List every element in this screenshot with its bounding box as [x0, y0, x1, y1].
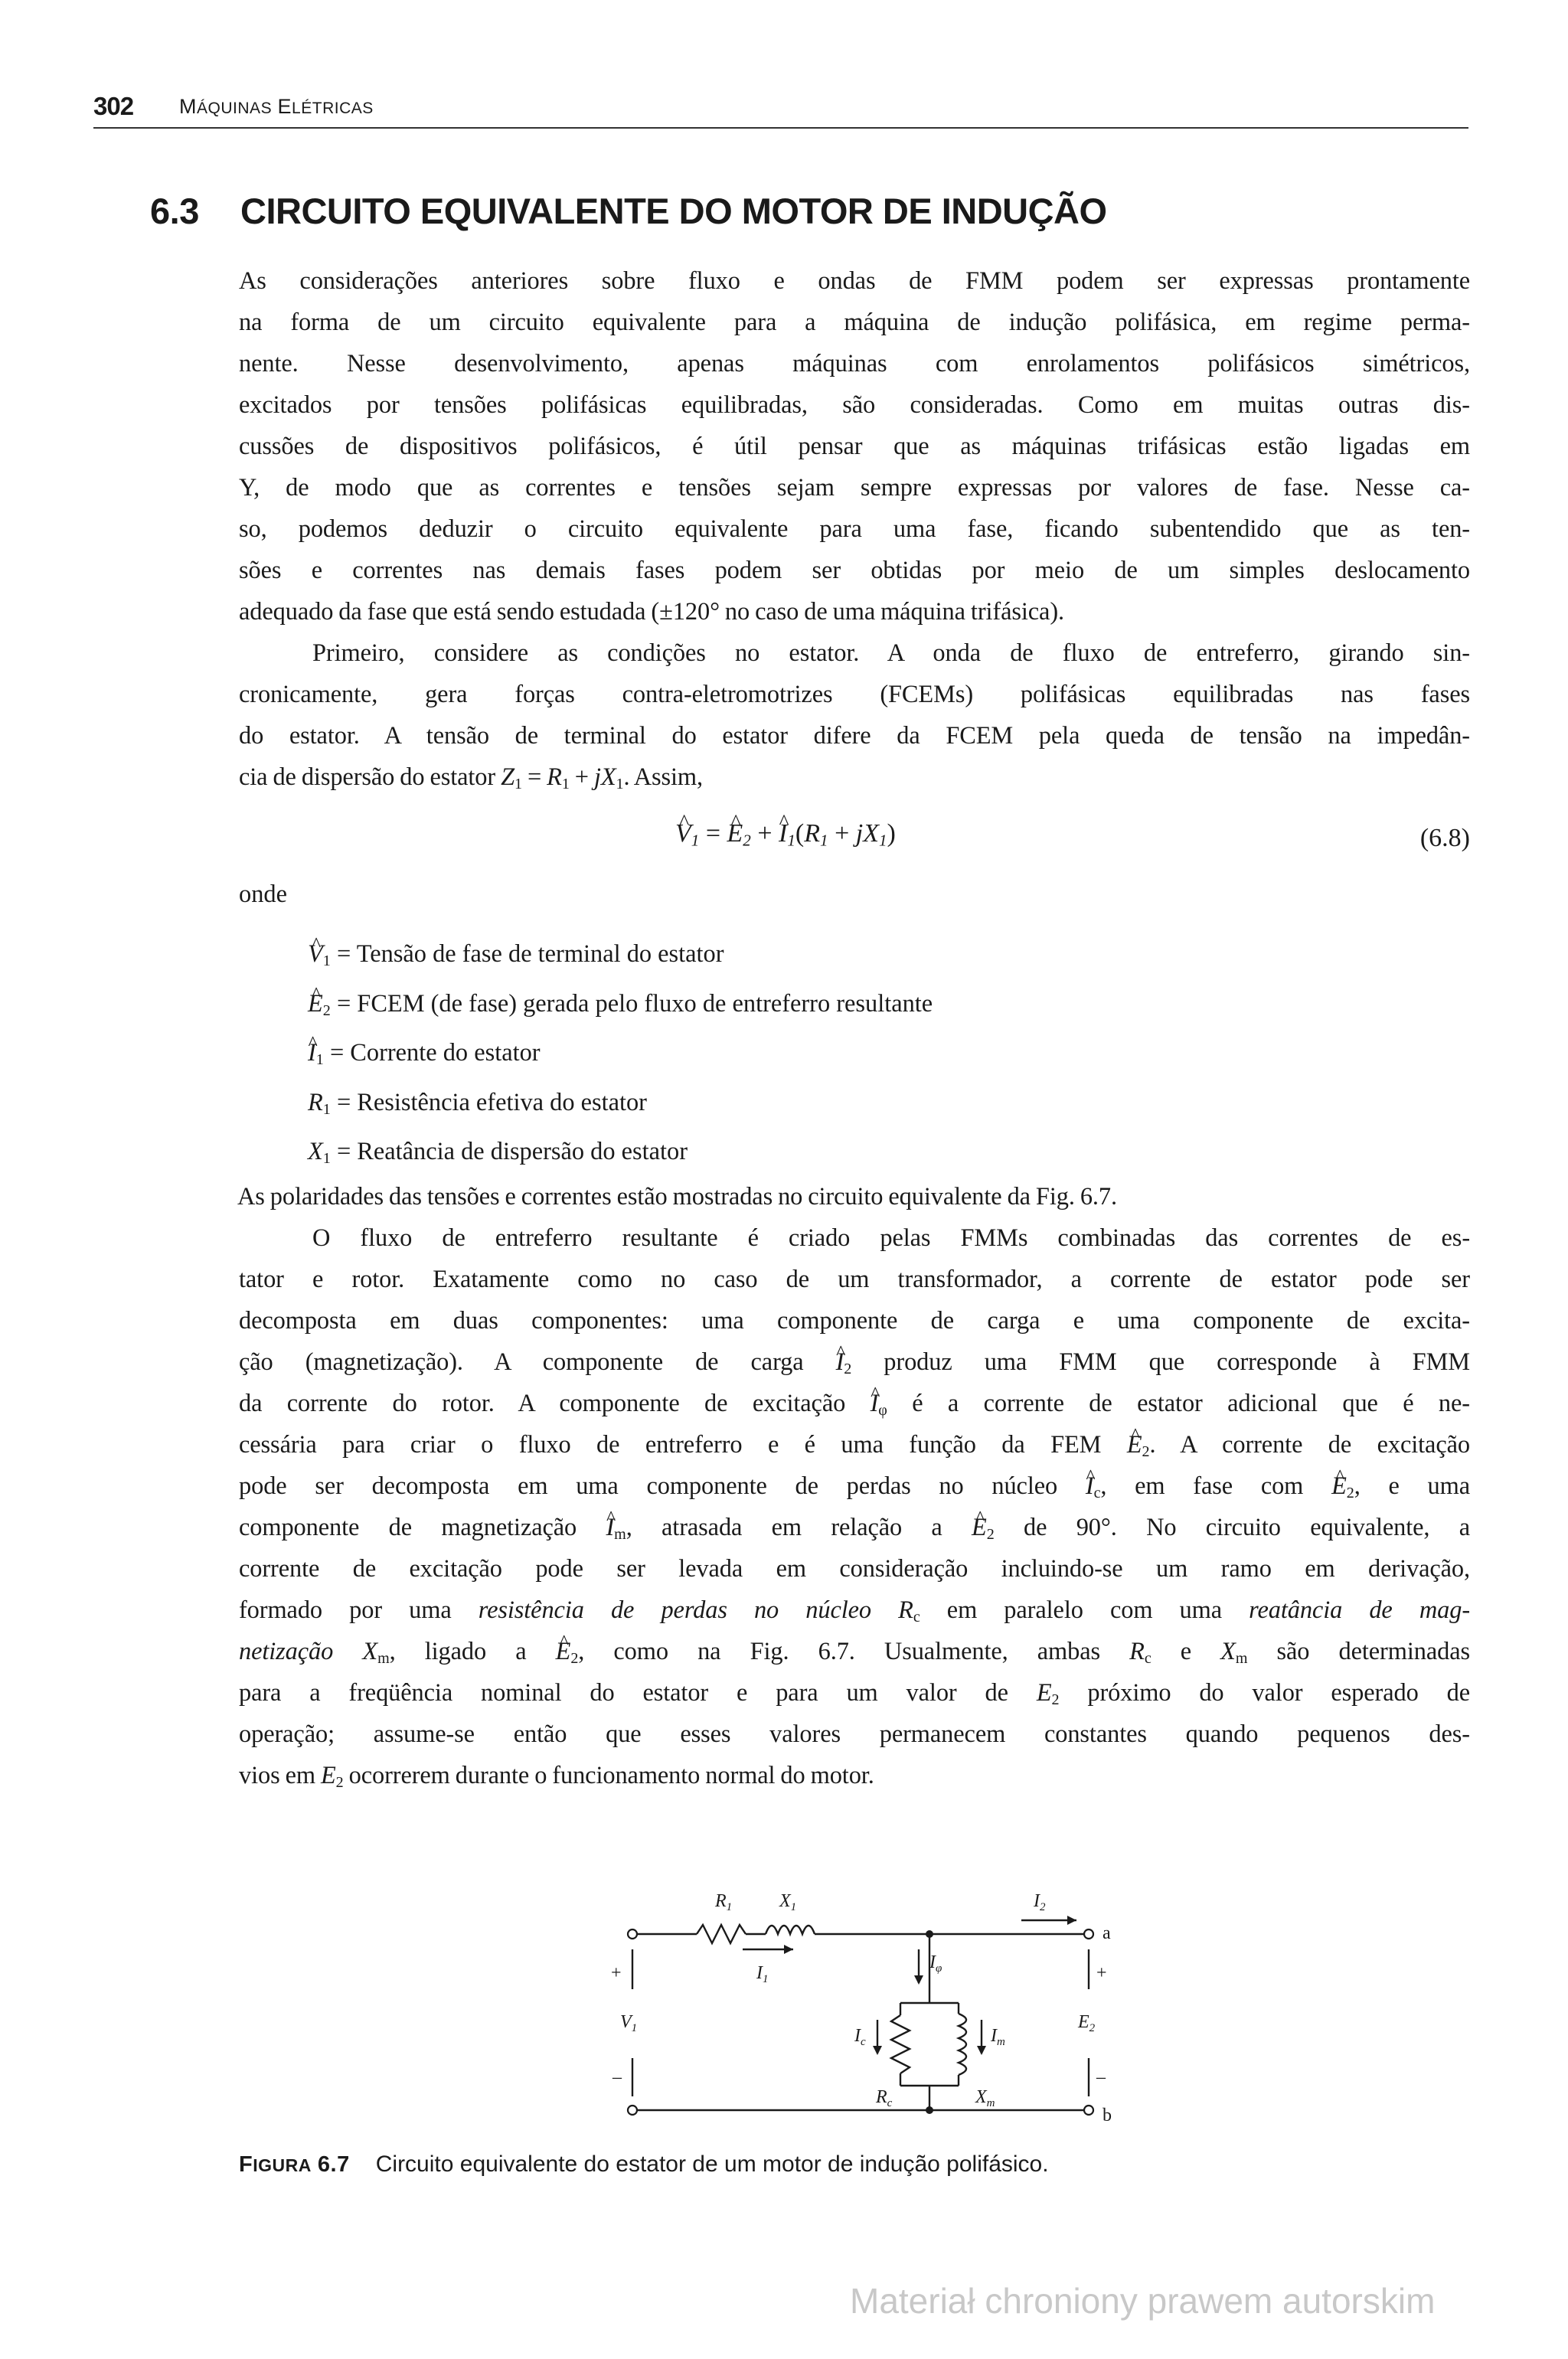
text-line: para a freqüência nominal do estator e para um valor de $E_2$ próximo do valor esperado de: [239, 1679, 1470, 1709]
text-line: do estator. A tensão de terminal do estator difere da FCEM pela queda de tensão na impedân-: [239, 722, 1470, 750]
text-line: na forma de um circuito equivalente para a máquina de indução polifásica, em regime perma-: [239, 309, 1470, 336]
label-e2: $E_2$: [1078, 2012, 1096, 2034]
section-heading: CIRCUITO EQUIVALENTE DO MOTOR DE INDUÇÃO: [240, 191, 1107, 231]
label-r1: $R_1$: [715, 1891, 733, 1913]
terminal-a: [1084, 1929, 1093, 1939]
figure-label: FIGURA 6.7: [239, 2152, 350, 2177]
text-line: cussões de dispositivos polifásicos, é útil pensar que as máquinas trifásicas estão ligadas em: [239, 433, 1470, 460]
terminal-left-top: [628, 1929, 637, 1939]
text-line: componente de magnetização ^ $I_m$, atrasada em relação a ^ $E_2$ de 90°. No circuito equivalente, a: [239, 1507, 1470, 1548]
label-x1: $X_1$: [779, 1891, 797, 1913]
section-title: [150, 190, 1107, 232]
figure-caption-text: Circuito equivalente do estator de um motor de indução polifásico.: [375, 2152, 1049, 2177]
equation-6-8: [239, 819, 1470, 865]
circuit-diagram: [605, 1853, 1156, 2136]
label-im: $I_m$: [991, 2026, 1005, 2048]
label-i1: $I_1$: [756, 1963, 769, 1985]
definition-item: $R_1$ = Resistência efetiva do estator: [308, 1088, 647, 1118]
label-v1-minus: –: [612, 2067, 622, 2087]
label-xm: $X_m$: [975, 2087, 995, 2109]
text-line: da corrente do rotor. A componente de excitação ^ $I_\varphi$ é a corrente de estator adicional que é ne-: [239, 1383, 1470, 1424]
arrowhead-iphi: [914, 1975, 923, 1985]
figure-caption: [239, 2152, 1049, 2178]
paragraph-1: [239, 260, 1470, 632]
paragraph-2: [239, 632, 1470, 798]
definition-item: ^ $I_1$ = Corrente do estator: [308, 1028, 933, 1078]
watermark: Materiał chroniony prawem autorskim: [850, 2281, 1436, 2321]
inductor-x1: [766, 1926, 815, 1934]
resistor-r1: [697, 1925, 746, 1943]
label-i2: $I_2$: [1034, 1891, 1046, 1913]
label-terminal-a: a: [1102, 1923, 1111, 1943]
paragraph-2-text: [239, 632, 1470, 798]
text-line: Y, de modo que as correntes e tensões sejam sempre expressas por valores de fase. Nesse ca-: [239, 474, 1470, 502]
onde-label: onde: [239, 881, 287, 908]
label-v1-plus: +: [611, 1963, 622, 1983]
text-line: tator e rotor. Exatamente como no caso de um transformador, a corrente de estator pode ser: [239, 1266, 1470, 1293]
text-line: formado por uma resistência de perdas no núcleo $R_c$ em paralelo com uma reatância de mag-: [239, 1596, 1471, 1626]
resistor-rc: [891, 2015, 910, 2073]
symbol-definitions: [308, 930, 933, 1177]
label-v1: $V_1$: [620, 2012, 638, 2034]
arrowhead-im: [977, 2046, 986, 2055]
text-line: ção (magnetização). A componente de carga ^ $I_2$ produz uma FMM que corresponde à FMM: [239, 1341, 1470, 1383]
figure-6-7: [605, 1853, 1156, 2136]
text-line: Primeiro, considere as condições no estator. A onda de fluxo de entreferro, girando sin-: [312, 639, 1470, 667]
text-line: As polaridades das tensões e correntes estão mostradas no circuito equivalente da Fig. 6.7.: [237, 1183, 1118, 1211]
terminal-left-bottom: [628, 2106, 637, 2115]
equation-number: (6.8): [1419, 824, 1470, 852]
label-e2-minus: –: [1096, 2067, 1106, 2087]
equation-body: ^ $V_1$ = ^ $E_2$ + ^ $I_1(R_1 + jX_1)$: [675, 819, 896, 848]
label-ic: $I_c$: [854, 2026, 866, 2048]
text-line: decomposta em duas componentes: uma componente de carga e uma componente de excita-: [239, 1307, 1470, 1335]
paragraph-3-text: [239, 1176, 1470, 1796]
arrowhead-i2: [1067, 1916, 1076, 1925]
text-line: cronicamente, gera forças contra-eletromotrizes (FCEMs) polifásicas equilibradas nas fases: [239, 681, 1470, 708]
text-line: adequado da fase que está sendo estudada (±120° no caso de uma máquina trifásica).: [239, 598, 1065, 626]
definition-item: $X_1$ = Reatância de dispersão do estator: [308, 1138, 688, 1168]
text-line: cessária para criar o fluxo de entreferro e é uma função da FEM ^ $E_2$. A corrente de excitação: [239, 1424, 1470, 1465]
text-line: As considerações anteriores sobre fluxo e ondas de FMM podem ser expressas prontamente: [239, 267, 1470, 295]
paragraph-3: [239, 1176, 1470, 1796]
definition-item: ^ $V_1$ = Tensão de fase de terminal do estator: [308, 930, 933, 979]
text-line: netização $X_m$, ligado a ^ $E_2$, como na Fig. 6.7. Usualmente, ambas $R_c$ e $X_m$ são determinadas: [239, 1631, 1470, 1672]
text-line: so, podemos deduzir o circuito equivalente para uma fase, ficando subentendido que as ten-: [239, 515, 1470, 543]
arrowhead-ic: [873, 2046, 882, 2055]
running-head: [93, 90, 1468, 129]
text-line: operação; assume-se então que esses valores permanecem constantes quando pequenos des-: [239, 1720, 1470, 1748]
section-number: 6.3: [150, 191, 199, 231]
label-e2-plus: +: [1096, 1963, 1107, 1983]
inductor-xm: [959, 2014, 966, 2075]
definition-item: ^ $E_2$ = FCEM (de fase) gerada pelo fluxo de entreferro resultante: [308, 979, 933, 1029]
text-line: corrente de excitação pode ser levada em consideração incluindo-se um ramo em derivação,: [239, 1555, 1470, 1583]
paragraph-1-text: [239, 260, 1470, 632]
text-line: cia de dispersão do estator $Z_1 = R_1 + jX_1$. Assim,: [239, 763, 703, 793]
page-number: 302: [93, 92, 134, 120]
book-title: MÁQUINAS ELÉTRICAS: [179, 95, 374, 118]
arrowhead-i1: [784, 1945, 793, 1954]
node-top: [926, 1930, 933, 1938]
terminal-b: [1084, 2106, 1093, 2115]
label-iphi: $I_\varphi$: [929, 1952, 942, 1975]
node-bottom: [926, 2106, 933, 2114]
text-line: sões e correntes nas demais fases podem ser obtidas por meio de um simples deslocamento: [239, 557, 1470, 584]
label-terminal-b: b: [1102, 2106, 1112, 2125]
text-line: O fluxo de entreferro resultante é criado pelas FMMs combinadas das correntes de es-: [312, 1224, 1470, 1252]
text-line: vios em $E_2$ ocorrerem durante o funcionamento normal do motor.: [239, 1762, 874, 1792]
text-line: pode ser decomposta em uma componente de perdas no núcleo ^ $I_c$, em fase com ^ $E_2$, e uma: [239, 1465, 1470, 1507]
label-rc: $R_c$: [876, 2087, 893, 2109]
text-line: nente. Nesse desenvolvimento, apenas máquinas com enrolamentos polifásicos simétricos,: [239, 350, 1470, 377]
text-line: excitados por tensões polifásicas equilibradas, são consideradas. Como em muitas outras dis-: [239, 391, 1470, 419]
